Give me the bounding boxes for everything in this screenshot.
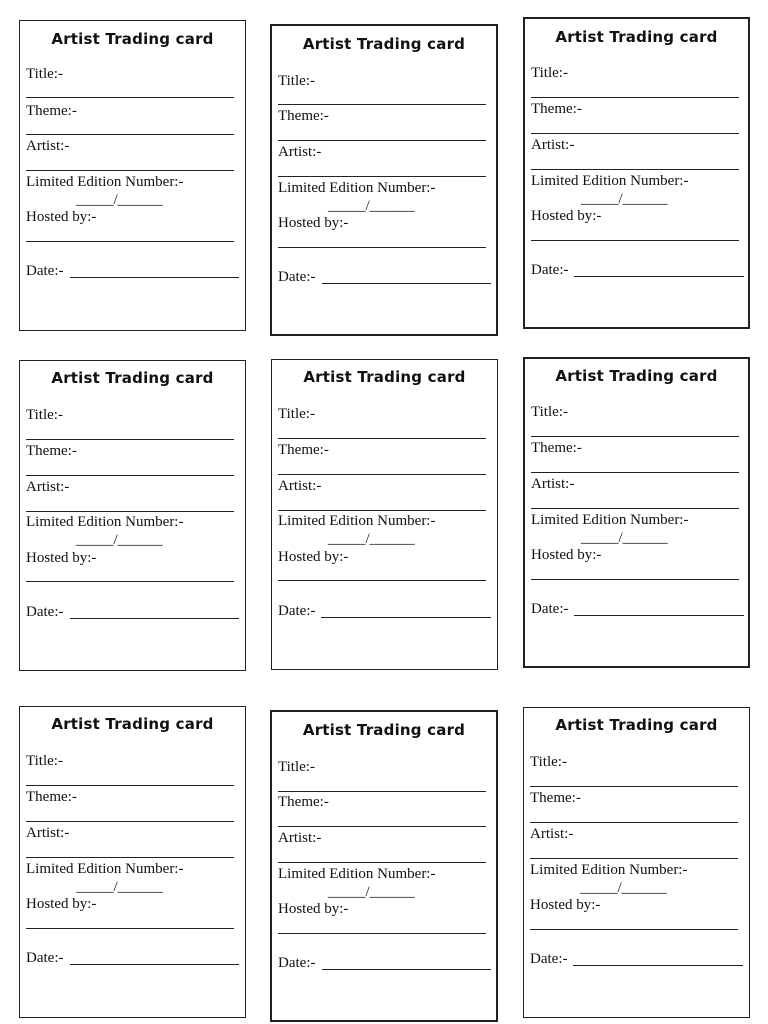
title-field-label: Title:-	[530, 754, 567, 770]
theme-line[interactable]	[278, 826, 486, 827]
edition-field-label: Limited Edition Number:-	[26, 514, 184, 530]
theme-field-label: Theme:-	[278, 794, 329, 810]
artist-line[interactable]	[531, 508, 739, 509]
trading-card-4	[19, 360, 246, 671]
date-field-label: Date:-	[278, 603, 316, 619]
edition-field-label: Limited Edition Number:-	[278, 513, 436, 529]
theme-field-label: Theme:-	[26, 789, 77, 805]
hosted-line[interactable]	[26, 928, 234, 929]
title-field-label: Title:-	[278, 406, 315, 422]
title-line[interactable]	[278, 104, 486, 105]
edition-number-slot[interactable]: _____/______	[328, 531, 415, 547]
title-line[interactable]	[26, 785, 234, 786]
theme-line[interactable]	[26, 821, 234, 822]
artist-line[interactable]	[26, 511, 234, 512]
title-line[interactable]	[531, 97, 739, 98]
hosted-line[interactable]	[278, 247, 486, 248]
title-line[interactable]	[26, 439, 234, 440]
artist-field-label: Artist:-	[278, 144, 322, 160]
theme-field-label: Theme:-	[531, 101, 582, 117]
hosted-field-label: Hosted by:-	[278, 549, 349, 565]
theme-field-label: Theme:-	[26, 443, 77, 459]
artist-field-label: Artist:-	[278, 478, 322, 494]
trading-card-2	[270, 24, 498, 336]
artist-line[interactable]	[531, 169, 739, 170]
edition-number-slot[interactable]: _____/______	[580, 880, 667, 896]
artist-line[interactable]	[530, 858, 738, 859]
title-field-label: Title:-	[531, 65, 568, 81]
edition-field-label: Limited Edition Number:-	[278, 180, 436, 196]
title-line[interactable]	[278, 438, 486, 439]
artist-field-label: Artist:-	[26, 825, 70, 841]
artist-line[interactable]	[278, 862, 486, 863]
date-field-label: Date:-	[26, 950, 64, 966]
hosted-field-label: Hosted by:-	[26, 550, 97, 566]
edition-field-label: Limited Edition Number:-	[26, 861, 184, 877]
trading-card-5	[271, 359, 498, 670]
theme-line[interactable]	[531, 472, 739, 473]
title-line[interactable]	[278, 791, 486, 792]
hosted-line[interactable]	[26, 581, 234, 582]
theme-field-label: Theme:-	[278, 108, 329, 124]
title-field-label: Title:-	[531, 404, 568, 420]
theme-line[interactable]	[278, 140, 486, 141]
artist-line[interactable]	[278, 176, 486, 177]
trading-card-9	[523, 707, 750, 1018]
theme-line[interactable]	[26, 475, 234, 476]
title-field-label: Title:-	[278, 73, 315, 89]
card-title: Artist Trading card	[51, 715, 214, 733]
edition-field-label: Limited Edition Number:-	[530, 862, 688, 878]
artist-field-label: Artist:-	[26, 479, 70, 495]
title-field-label: Title:-	[26, 66, 63, 82]
date-line[interactable]	[574, 276, 744, 277]
title-field-label: Title:-	[26, 753, 63, 769]
artist-field-label: Artist:-	[531, 137, 575, 153]
hosted-field-label: Hosted by:-	[278, 901, 349, 917]
edition-field-label: Limited Edition Number:-	[26, 174, 184, 190]
card-title: Artist Trading card	[302, 721, 466, 739]
date-line[interactable]	[322, 969, 491, 970]
date-field-label: Date:-	[278, 955, 316, 971]
title-field-label: Title:-	[278, 759, 315, 775]
trading-card-8	[270, 710, 498, 1022]
hosted-line[interactable]	[26, 241, 234, 242]
theme-field-label: Theme:-	[26, 103, 77, 119]
date-line[interactable]	[573, 965, 743, 966]
artist-line[interactable]	[278, 510, 486, 511]
artist-line[interactable]	[26, 857, 234, 858]
edition-number-slot[interactable]: _____/______	[581, 191, 668, 207]
date-line[interactable]	[321, 617, 491, 618]
hosted-field-label: Hosted by:-	[531, 547, 602, 563]
hosted-line[interactable]	[531, 579, 739, 580]
date-field-label: Date:-	[26, 604, 64, 620]
date-field-label: Date:-	[531, 601, 569, 617]
trading-card-1	[19, 20, 246, 331]
hosted-field-label: Hosted by:-	[278, 215, 349, 231]
date-field-label: Date:-	[278, 269, 316, 285]
card-title: Artist Trading card	[51, 369, 214, 387]
title-line[interactable]	[530, 786, 738, 787]
hosted-line[interactable]	[278, 580, 486, 581]
title-line[interactable]	[531, 436, 739, 437]
date-line[interactable]	[574, 615, 744, 616]
edition-field-label: Limited Edition Number:-	[531, 512, 689, 528]
date-line[interactable]	[322, 283, 491, 284]
title-line[interactable]	[26, 97, 234, 98]
hosted-field-label: Hosted by:-	[26, 209, 97, 225]
card-title: Artist Trading card	[555, 716, 718, 734]
trading-card-3	[523, 17, 750, 329]
artist-field-label: Artist:-	[278, 830, 322, 846]
date-field-label: Date:-	[531, 262, 569, 278]
date-line[interactable]	[70, 964, 239, 965]
hosted-field-label: Hosted by:-	[530, 897, 601, 913]
card-title: Artist Trading card	[555, 28, 718, 46]
date-line[interactable]	[70, 277, 239, 278]
artist-field-label: Artist:-	[26, 138, 70, 154]
edition-field-label: Limited Edition Number:-	[278, 866, 436, 882]
card-title: Artist Trading card	[302, 35, 466, 53]
edition-number-slot[interactable]: _____/______	[328, 884, 415, 900]
theme-line[interactable]	[278, 474, 486, 475]
edition-number-slot[interactable]: _____/______	[76, 879, 163, 895]
trading-card-6	[523, 357, 750, 668]
date-line[interactable]	[70, 618, 239, 619]
artist-field-label: Artist:-	[530, 826, 574, 842]
edition-number-slot[interactable]: _____/______	[328, 198, 415, 214]
theme-field-label: Theme:-	[531, 440, 582, 456]
hosted-line[interactable]	[531, 240, 739, 241]
artist-field-label: Artist:-	[531, 476, 575, 492]
title-field-label: Title:-	[26, 407, 63, 423]
theme-field-label: Theme:-	[278, 442, 329, 458]
edition-number-slot[interactable]: _____/______	[76, 192, 163, 208]
theme-line[interactable]	[26, 134, 234, 135]
hosted-line[interactable]	[530, 929, 738, 930]
card-title: Artist Trading card	[303, 368, 466, 386]
hosted-field-label: Hosted by:-	[26, 896, 97, 912]
trading-card-7	[19, 706, 246, 1018]
card-title: Artist Trading card	[555, 367, 718, 385]
date-field-label: Date:-	[26, 263, 64, 279]
theme-field-label: Theme:-	[530, 790, 581, 806]
edition-number-slot[interactable]: _____/______	[581, 530, 668, 546]
theme-line[interactable]	[530, 822, 738, 823]
hosted-line[interactable]	[278, 933, 486, 934]
hosted-field-label: Hosted by:-	[531, 208, 602, 224]
theme-line[interactable]	[531, 133, 739, 134]
artist-line[interactable]	[26, 170, 234, 171]
date-field-label: Date:-	[530, 951, 568, 967]
edition-field-label: Limited Edition Number:-	[531, 173, 689, 189]
edition-number-slot[interactable]: _____/______	[76, 532, 163, 548]
card-title: Artist Trading card	[51, 30, 214, 48]
